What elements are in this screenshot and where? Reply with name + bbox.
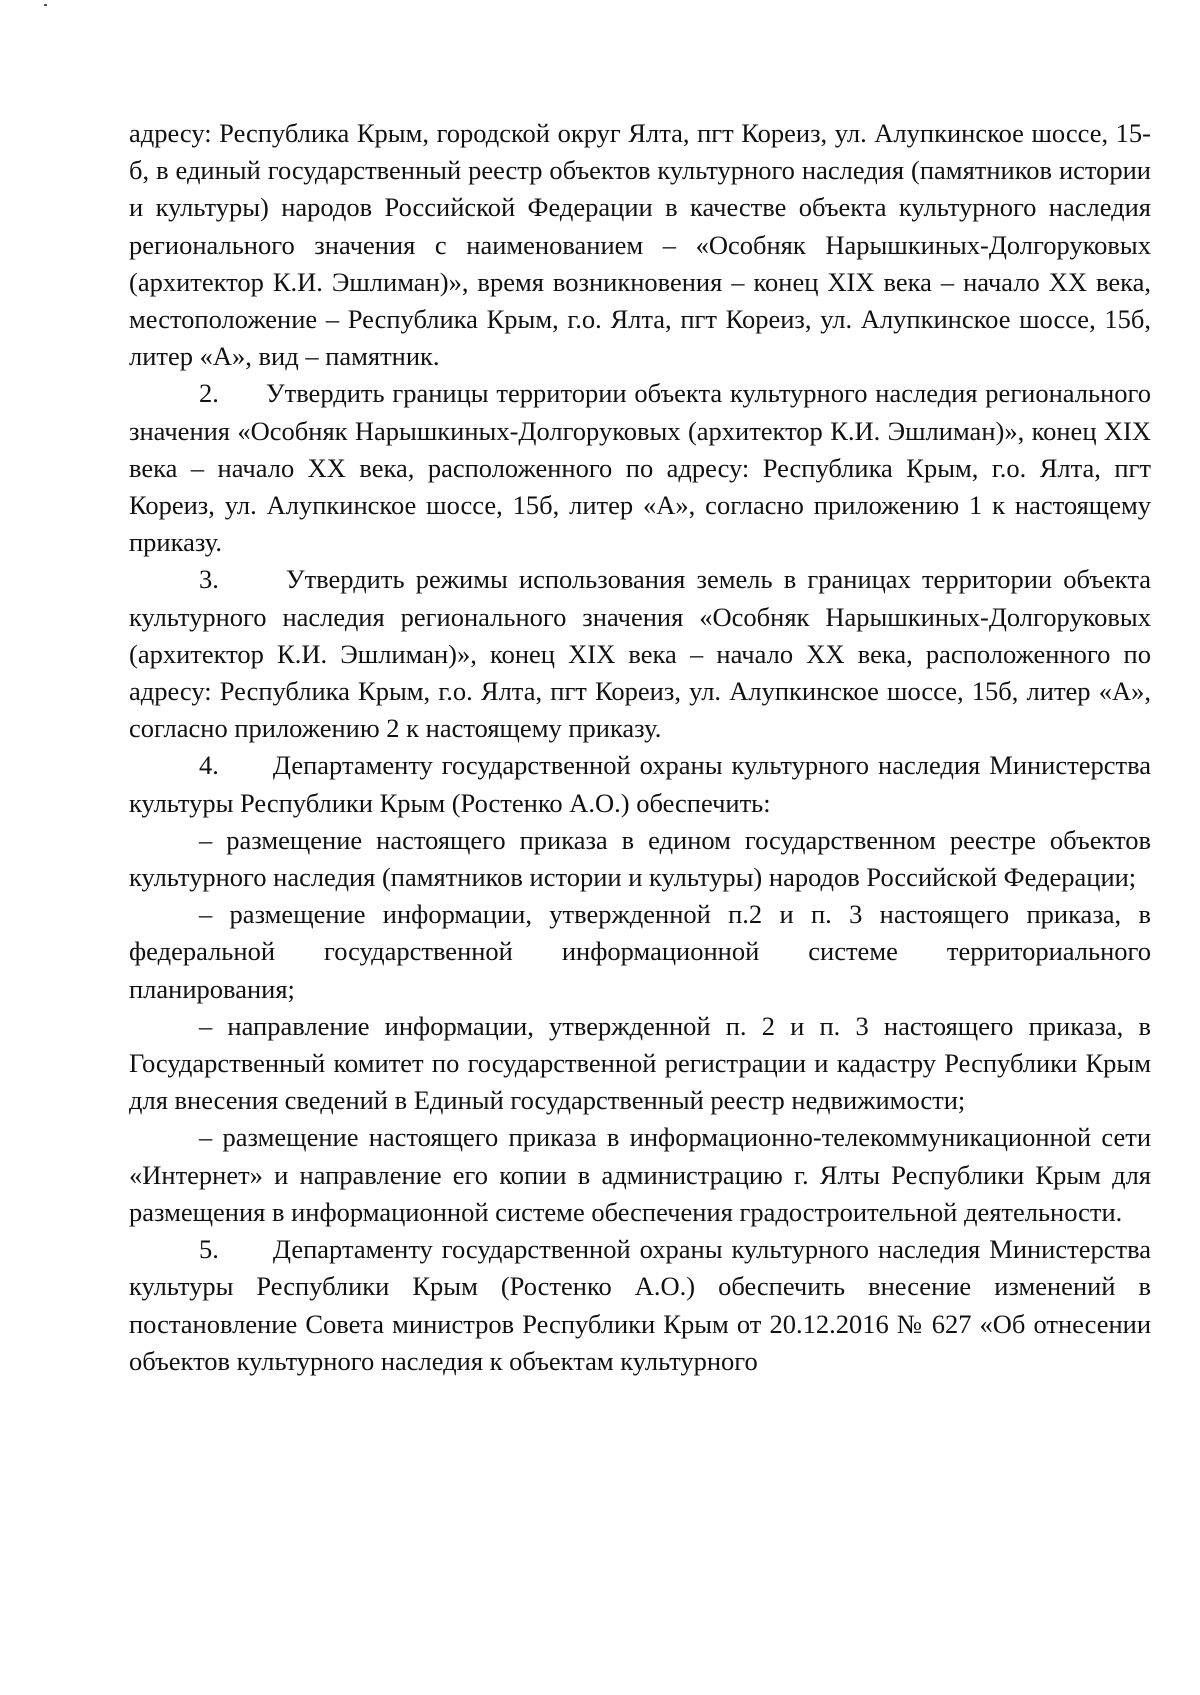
paragraph-1-continuation: адресу: Республика Крым, городской округ Ялта, пгт Кореиз, ул. Алупкинское шоссе, 15-б, в единый государственный реестр объектов культурного наследия (памятников истории и культуры) народов Российской Федерации в качестве объекта культурного наследия регионального значения с наименованием – «Особняк Нарышкиных-Долгоруковых (архитектор К.И. Эшлиман)», время возникновения – конец XIX века – начало XX века, местоположение – Республика Крым, г.о. Ялта, пгт Кореиз, ул. Алупкинское шоссе, 15б, литер «А», вид – памятник.: [129, 118, 1151, 372]
paragraph-5: 5. Департаменту государственной охраны культурного наследия Министерства культуры Республики Крым (Ростенко А.О.) обеспечить внесение изменений в постановление Совета министров Республики Крым от 20.12.2016 № 627 «Об отнесении объектов культурного наследия к объектам культурного: [129, 1234, 1151, 1376]
paragraph-2: 2. Утвердить границы территории объекта культурного наследия регионального значения «Особняк Нарышкиных-Долгоруковых (архитектор К.И. Эшлиман)», конец XIX века – начало XX века, расположенного по адресу: Республика Крым, г.о. Ялта, пгт Кореиз, ул. Алупкинское шоссе, 15б, литер «А», согласно приложению 1 к настоящему приказу.: [129, 378, 1151, 558]
paragraph-4-item-2: – размещение информации, утвержденной п.2 и п. 3 настоящего приказа, в федеральной государственной информационной системе территориального планирования;: [129, 899, 1151, 1004]
paragraph-4-item-3: – направление информации, утвержденной п. 2 и п. 3 настоящего приказа, в Государственный комитет по государственной регистрации и кадастру Республики Крым для внесения сведений в Единый государственный реестр недвижимости;: [129, 1010, 1151, 1116]
paragraph-4-item-4: – размещение настоящего приказа в информационно-телекоммуникационной сети «Интернет» и направление его копии в администрацию г. Ялты Республики Крым для размещения в информационной системе обеспечения градостроительной деятельности.: [129, 1122, 1151, 1227]
document-body: [129, 115, 1151, 1380]
scan-speck: [44, 4, 47, 6]
paragraph-3: 3. Утвердить режимы использования земель в границах территории объекта культурного наследия регионального значения «Особняк Нарышкиных-Долгоруковых (архитектор К.И. Эшлиман)», конец XIX века – начало XX века, расположенного по адресу: Республика Крым, г.о. Ялта, пгт Кореиз, ул. Алупкинское шоссе, 15б, литер «А», согласно приложению 2 к настоящему приказу.: [129, 564, 1151, 744]
paragraph-4-item-1: – размещение настоящего приказа в едином государственном реестре объектов культурного наследия (памятников истории и культуры) народов Российской Федерации;: [129, 824, 1151, 893]
paragraph-4: 4. Департаменту государственной охраны культурного наследия Министерства культуры Республики Крым (Ростенко А.О.) обеспечить:: [129, 750, 1151, 818]
